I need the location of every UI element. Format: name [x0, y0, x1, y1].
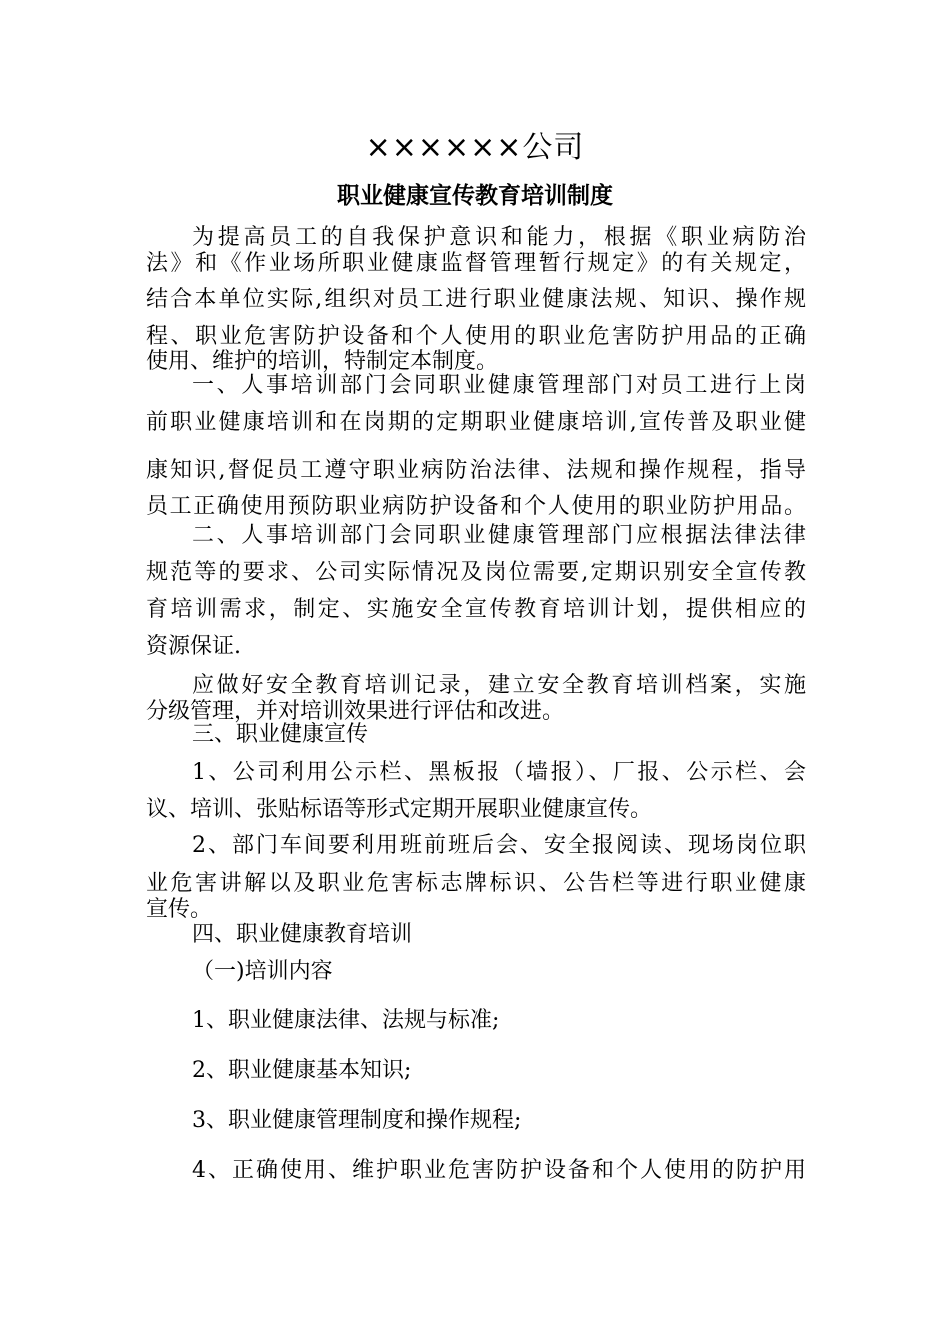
paragraph-line: 业危害讲解以及职业危害标志牌标识、公告栏等进行职业健康	[146, 871, 806, 896]
paragraph-line: 2、部门车间要利用班前班后会、安全报阅读、现场岗位职	[192, 833, 806, 858]
document-title: 职业健康宣传教育培训制度	[337, 183, 613, 209]
paragraph-line: 资源保证.	[146, 634, 241, 659]
list-item: 4、正确使用、维护职业危害防护设备和个人使用的防护用	[192, 1158, 806, 1183]
paragraph-line: 为提高员工的自我保护意识和能力，根据《职业病防治	[192, 225, 806, 250]
list-item: 1、职业健康法律、法规与标准;	[192, 1008, 500, 1033]
section-heading: 四、职业健康教育培训	[192, 922, 413, 947]
paragraph-line: 宣传。	[146, 897, 213, 922]
paragraph-line: 二、人事培训部门会同职业健康管理部门应根据法律法律	[192, 523, 806, 548]
paragraph-line: 应做好安全教育培训记录，建立安全教育培训档案，实施	[192, 673, 806, 698]
subsection-heading: （一)培训内容	[192, 959, 333, 984]
list-item: 3、职业健康管理制度和操作规程;	[192, 1108, 522, 1133]
paragraph-line: 结合本单位实际,组织对员工进行职业健康法规、知识、操作规	[146, 287, 806, 312]
section-heading: 三、职业健康宣传	[192, 722, 369, 747]
paragraph-line: 育培训需求，制定、实施安全宣传教育培训计划，提供相应的	[146, 597, 806, 622]
paragraph-line: 使用、维护的培训，特制定本制度。	[146, 349, 499, 374]
paragraph-line: 议、培训、张贴标语等形式定期开展职业健康宣传。	[146, 797, 653, 822]
paragraph-line: 康知识,督促员工遵守职业病防治法律、法规和操作规程，指导	[146, 458, 806, 483]
paragraph-line: 1、公司利用公示栏、黑板报（墙报）、厂报、公示栏、会	[192, 760, 806, 785]
paragraph-line: 程、职业危害防护设备和个人使用的职业危害防护用品的正确	[146, 324, 806, 349]
paragraph-line: 前职业健康培训和在岗期的定期职业健康培训,宣传普及职业健	[146, 410, 806, 435]
list-item: 2、职业健康基本知识;	[192, 1058, 412, 1083]
paragraph-line: 一、人事培训部门会同职业健康管理部门对员工进行上岗	[192, 373, 806, 398]
paragraph-line: 规范等的要求、公司实际情况及岗位需要,定期识别安全宣传教	[146, 560, 806, 585]
paragraph-line: 员工正确使用预防职业病防护设备和个人使用的职业防护用品。	[146, 494, 806, 519]
company-title: ××××××公司	[365, 130, 585, 165]
paragraph-line: 分级管理，并对培训效果进行评估和改进。	[146, 699, 565, 724]
paragraph-line: 法》和《作业场所职业健康监督管理暂行规定》的有关规定，	[146, 251, 806, 276]
